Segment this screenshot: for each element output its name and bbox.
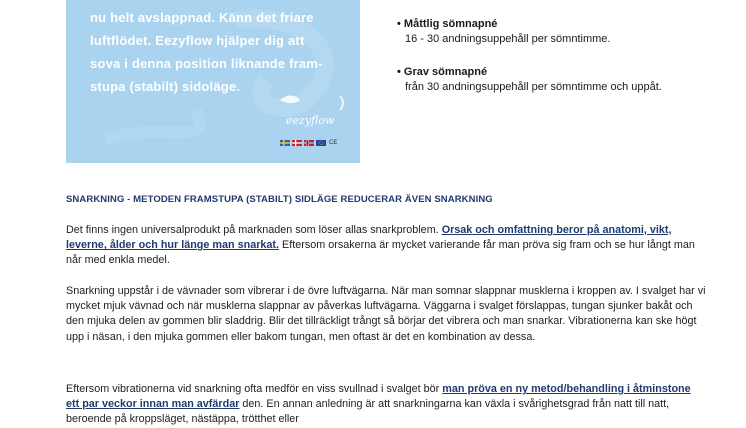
denmark-flag-icon [292,140,302,146]
promo-line: luftflödet. Eezyflow hjälper dig att [90,33,305,48]
promo-line: stupa (stabilt) sidoläge. [90,79,241,94]
bullet-description: 16 - 30 andningsuppehåll per sömntimme. [405,33,611,45]
norway-flag-icon [304,140,314,146]
brand-name: eezyflow [286,114,335,127]
list-item [397,17,697,47]
bullet-title: • Grav sömnapné [397,66,488,78]
promo-line: sova i denna position liknande fram- [90,56,323,71]
flag-row [280,140,337,146]
bullet-title: • Måttlig sömnapné [397,18,498,30]
ce-mark: CE [329,140,338,146]
sweden-flag-icon [280,140,290,146]
eu-flag-icon [316,140,326,146]
section-heading: SNARKNING - METODEN FRAMSTUPA (STABILT) SIDLÄGE REDUCERAR ÄVEN SNARKNING [66,194,493,205]
emphasis-text: Orsak och omfattning beror på anatomi, vikt, leverne, ålder och hur länge man snarkat. [66,224,672,252]
paragraph-snoring-mechanism: Snarkning uppstår i de vävnader som vibrerar i de övre luftvägarna. När man somnar slappnar musklerna i kroppen av. I svalget har vi mycket mjuk vävnad och när musklerna slappnar av påverkas luftvägarna. Väggarna i svalget förslappas, tungan sjunker bakåt och den mjuka delen av gommen blir sladdrig. Blir det tillräckligt trångt så börjar det vibrera och man snarkar. Vibrationerna kan ske högt upp i näsan, i den mjuka gommen eller bakom tungan, men oftast är det en kombination av dessa. [66,285,706,343]
list-item [397,65,697,95]
bullet-description: från 30 andningsuppehåll per sömntimme och uppåt. [405,81,662,93]
promo-line: nu helt avslappnad. Känn det friare [90,10,314,25]
promo-panel [66,0,360,163]
emphasis-text: man pröva en ny metod/behandling i åtminstone ett par veckor innan man avfärdar [66,383,691,411]
paragraph-snoring-causes: Det finns ingen universalprodukt på marknaden som löser allas snarkproblem. Orsak och omfattning beror på anatomi, vikt, leverne, ålder och hur länge man snarkat. Eftersom orsakerna är mycket varierande får man pröva sig fram och se hur långt man når med enkla medel. [66,224,695,267]
promo-text [90,6,352,98]
paragraph-trial-period: Eftersom vibrationerna vid snarkning ofta medför en viss svullnad i svalget bör man pröva en ny metod/behandling i åtminstone ett par veckor innan man avfärdar den. En annan anledning är att snarkningarna kan växla i svårighetsgrad från natt till natt, beroende på kroppsläget, nästäppa, trötthet eller [66,383,691,426]
